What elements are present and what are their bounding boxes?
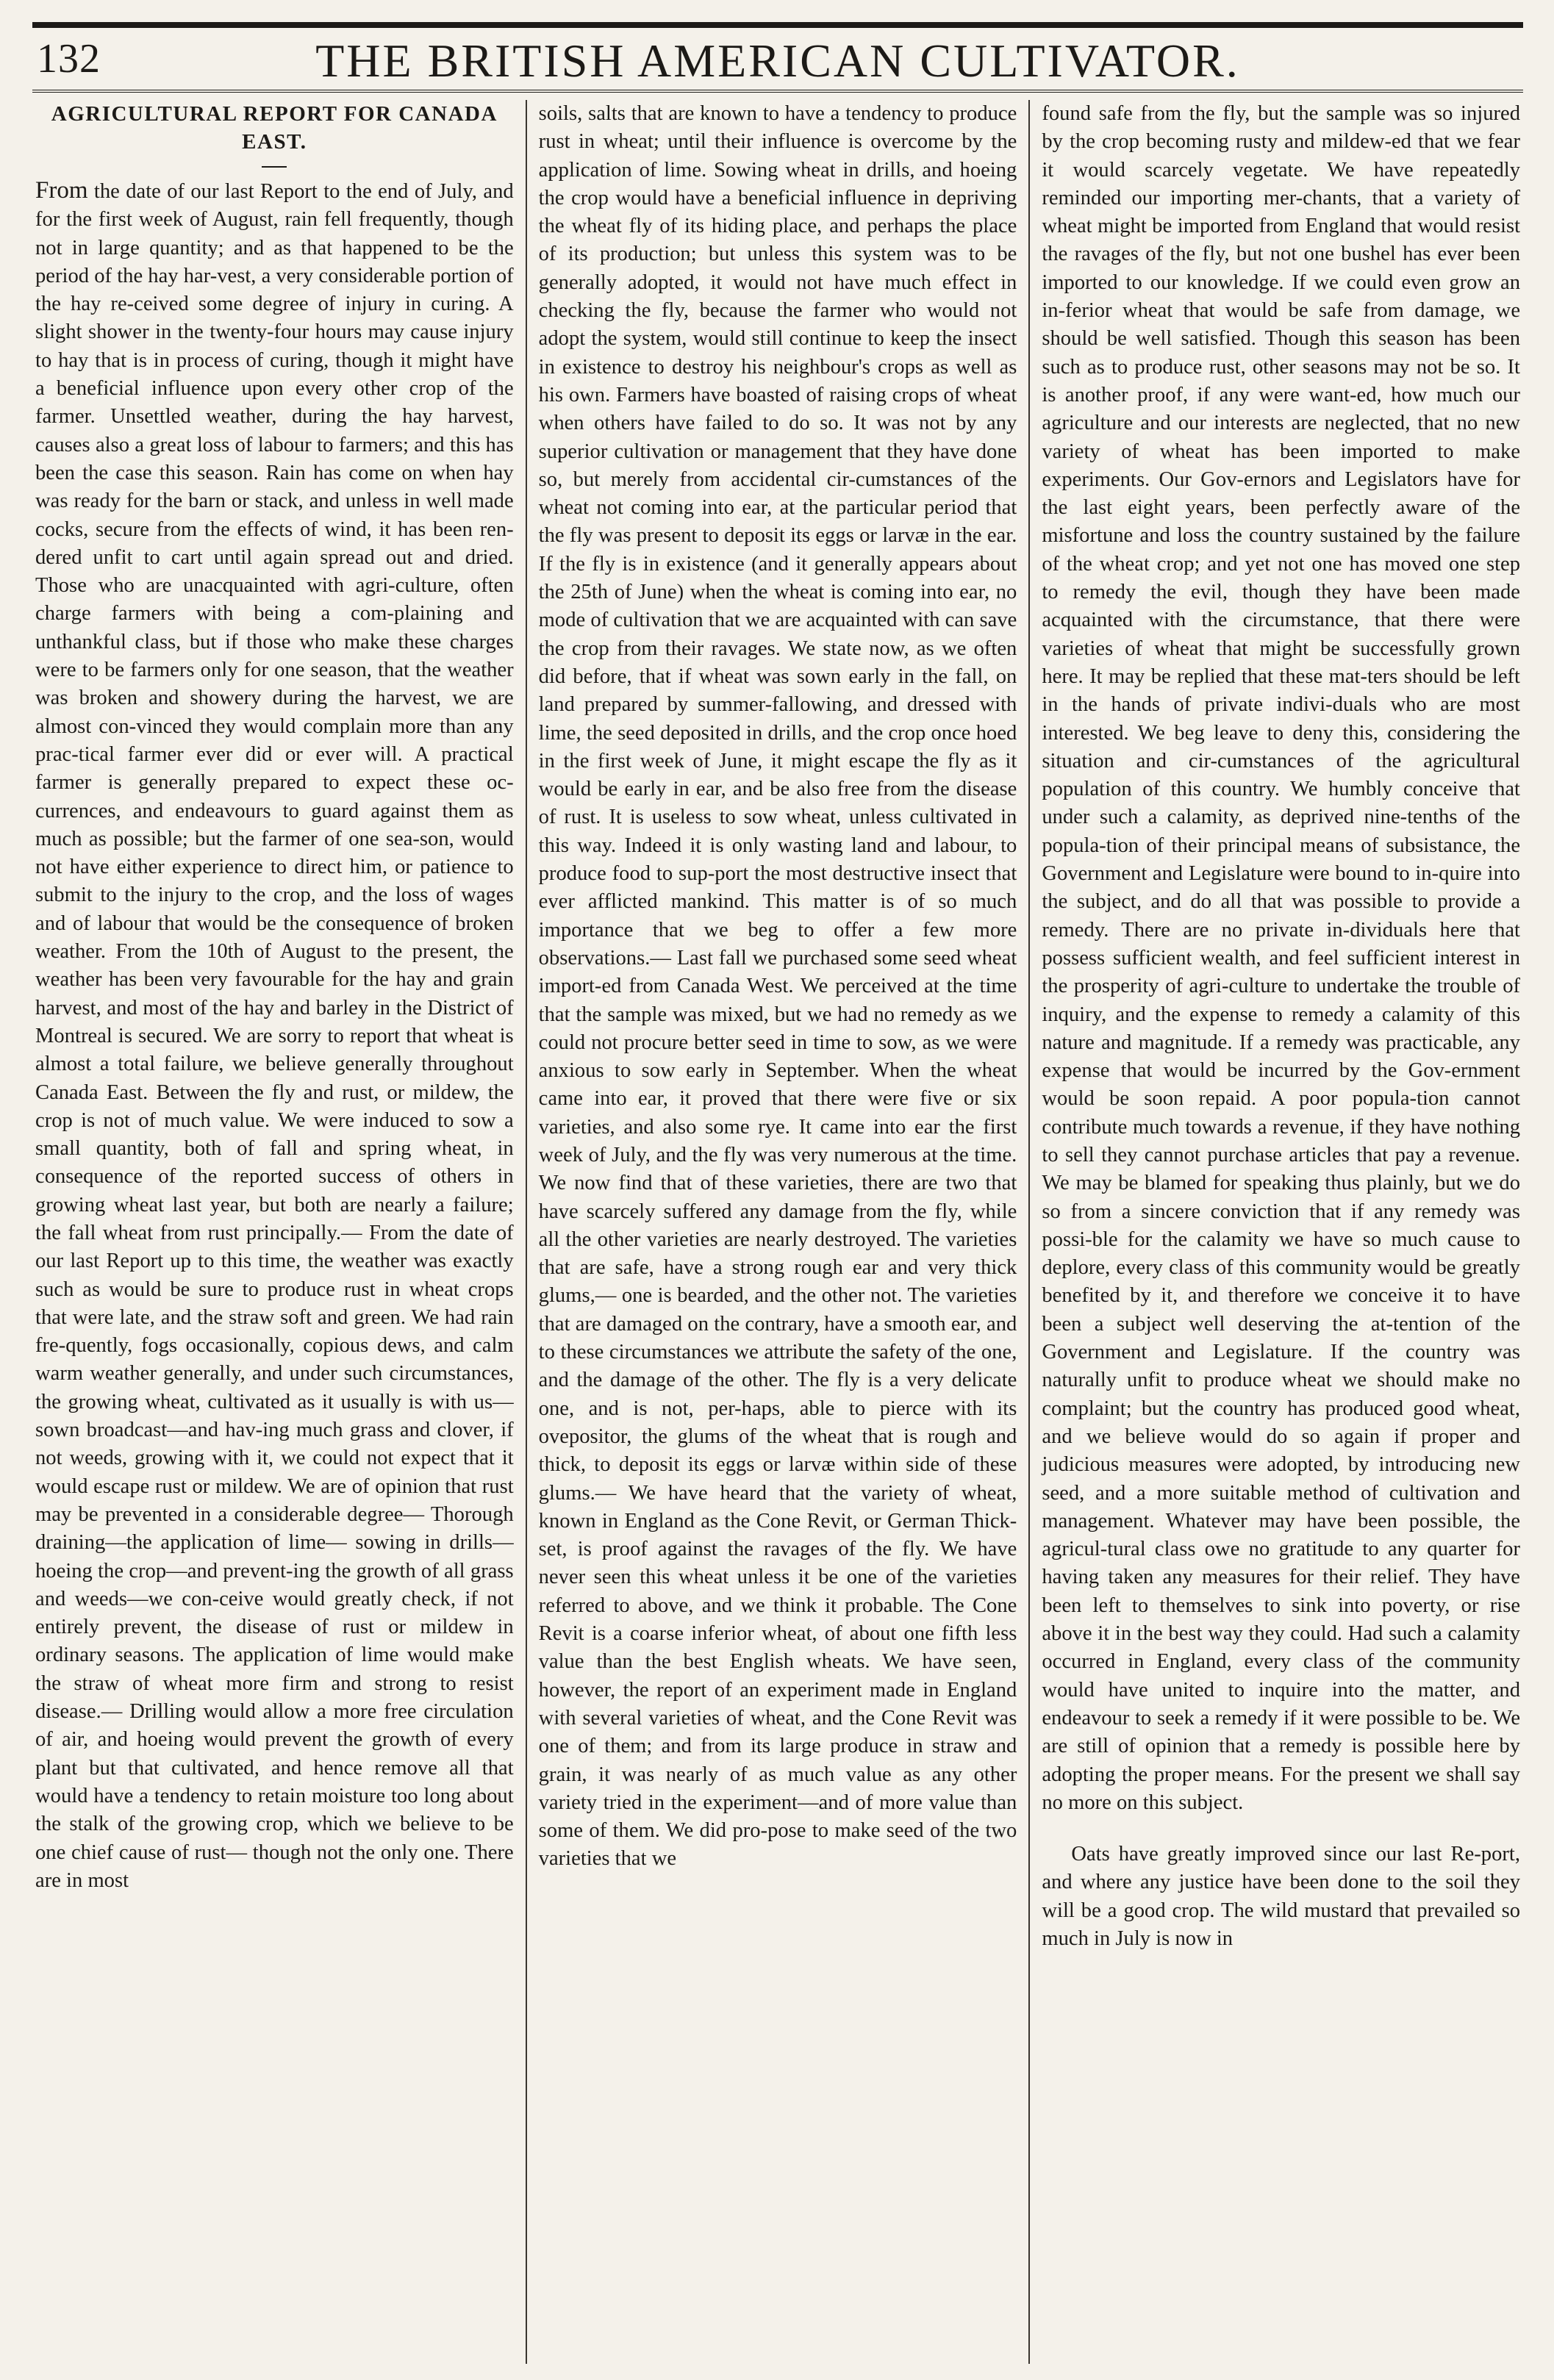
column-1-text: the date of our last Report to the end of July, and for the first week of August, rain fell frequently, though not in large quantity; and as that happened to be the period of the hay har-vest, a very considerable portion of the hay re-ceived some degree of injury in curing. A slight shower in the twenty-four hours may cause injury to hay that is in process of curing, though it might have a beneficial influence upon every other crop of the farmer. Unsettled weather, during the hay harvest, causes also a great loss of labour to farmers; and this has been the case this season. Rain has come on when hay was ready for the barn or stack, and unless in well made cocks, secure from the effects of wind, it has been ren-dered unfit to cart until again spread out and dried. Those who are unacquainted with agri-culture, often charge farmers with being a com-plaining and unthankful class, but if those who make these charges were to be farmers only for one season, that the weather was broken and showery during the harvest, we are almost con-vinced they would complain more than any prac-tical farmer ever did or ever will. A practical farmer is generally prepared to expect these oc-currences, and endeavours to guard against them as much as possible; but the farmer of one sea-son, would not have either experience to direct him, or patience to submit to the injury to the crop, and the loss of wages and of labour that would be the consequence of broken weather. From the 10th of August to the present, the weather has been very favourable for the hay and grain harvest, and most of the hay and barley in the District of Montreal is secured. We are sorry to report that wheat is almost a total failure, we believe generally throughout Canada East. Between the fly and rust, or mildew, the crop is not of much value. We were induced to sow a small quantity, both of fall and spring wheat, in consequence of the reported success of others in growing wheat last year, but both are nearly a failure; the fall wheat from rust principally.— From the date of our last Report up to this time, the weather was exactly such as would be sure to produce rust in wheat crops that were late, and the straw soft and green. We had rain fre-quently, fogs occasionally, copious dews, and calm warm weather generally, and under such circumstances, the growing wheat, cultivated as it usually is with us—sown broadcast—and hav-ing much grass and clover, if not weeds, growing with it, we could not expect that it would escape rust or mildew. We are of opinion that rust may be prevented in a considerable degree— Thorough draining—the application of lime— sowing in drills—hoeing the crop—and prevent-ing the growth of all grass and weeds—we con-ceive would greatly check, if not entirely prevent, the disease of rust or mildew in ordinary seasons. The application of lime would make the straw of wheat more firm and strong to resist disease.— Drilling would allow a more free circulation of air, and hoeing would prevent the growth of every plant but that cultivated, and hence remove all that would have a tendency to retain moisture too long about the stalk of the growing crop, which we believe to be one chief cause of rust— though not the only one. There are in most (35, 180, 514, 1892)
page-number: 132 (37, 36, 101, 82)
column-3 (1028, 100, 1523, 2364)
headline-divider (262, 166, 287, 168)
column-2 (526, 100, 1029, 2364)
top-rule (32, 22, 1523, 28)
article-paragraph-oats: Oats have greatly improved since our last Re-port, and where any justice have been done to the soil they will be a good crop. The wild mustard that prevailed so much in July is now in (1042, 1843, 1521, 1950)
article-headline: AGRICULTURAL REPORT FOR CANADA EAST. (51, 102, 498, 154)
column-1 (32, 100, 526, 2364)
column-2-text: soils, salts that are known to have a tendency to produce rust in wheat; until their influence is overcome by the application of lime. Sowing wheat in drills, and hoeing the crop would have a beneficial influence in depriving the wheat fly of its hiding place, and perhaps the place of its production; but unless this system was to be generally adopted, it would not have much effect in checking the fly, because the farmer who would not adopt the system, would still continue to keep the insect in existence to destroy his neighbour's crops as well as his own. Farmers have boasted of raising crops of wheat when others have failed to do so. It was not by any superior cultivation or management that they have done so, but merely from accidental cir-cumstances of the wheat not coming into ear, at the particular period that the fly was present to deposit its eggs or larvæ in the ear. If the fly is in existence (and it generally appears about the 25th of June) when the wheat is coming into ear, no mode of cultivation that we are acquainted with can save the crop from their ravages. We state now, as we often did before, that if wheat was sown early in the fall, on land prepared by summer-fallowing, and dressed with lime, the seed deposited in drills, and the crop once hoed in the first week of June, it might escape the fly as it would be early in ear, and be also free from the disease of rust. It is useless to sow wheat, unless cultivated in this way. Indeed it is only wasting land and labour, to produce food to sup-port the most destructive insect that ever afflicted mankind. This matter is of so much importance that we beg to offer a few more observations.— Last fall we purchased some seed wheat import-ed from Canada West. We perceived at the time that the sample was mixed, but we had no remedy as we could not procure better seed in time to sow, as we were anxious to sow early in September. When the wheat came into ear, it proved that there were five or six varieties, and also some rye. It came into ear the first week of July, and the fly was very numerous at the time. We now find that of these varieties, there are two that have scarcely suffered any damage from the fly, while all the other varieties are nearly destroyed. The varieties that are safe, have a strong rough ear and very thick glums,— one is bearded, and the other not. The varieties that are damaged on the contrary, have a smooth ear, and to these circumstances we attribute the safety of the one, and the damage of the other. The fly is a very delicate one, and is not, per-haps, able to pierce with its ovepositor, the glums of the wheat that is rough and thick, to deposit its eggs or larvæ within side of these glums.— We have heard that the variety of wheat, known in England as the Cone Revit, or German Thick-set, is proof against the ravages of the fly. We have never seen this wheat unless it be one of the varieties referred to above, and we think it probable. The Cone Revit is a coarse inferior wheat, of about one fifth less value than the best English wheats. We have seen, however, the report of an experiment made in England with several varieties of wheat, and the Cone Revit was one of them; and from its large produce in straw and grain, it was nearly of as much value as any other variety tried in the experiment—and of more value than some of them. We did pro-pose to make seed of the two varieties that we (538, 102, 1017, 1871)
masthead (32, 34, 1523, 93)
journal-title: THE BRITISH AMERICAN CULTIVATOR. (315, 35, 1240, 87)
column-3-text: found safe from the fly, but the sample was so injured by the crop becoming rusty and mildew-ed that we fear it would scarcely vegetate. We have repeatedly reminded our importing mer-chants, that a variety of wheat might be imported from England that would resist the ravages of the fly, but not one bushel has ever been imported to our knowledge. If we could even grow an in-ferior wheat that would be safe from damage, we should be well satisfied. Though this season has been such as to produce rust, other seasons may not be so. It is another proof, if any were want-ed, how much our agriculture and our interests are neglected, that no new variety of wheat has been imported to make experiments. Our Gov-ernors and Legislators have for the last eight years, been perfectly aware of the misfortune and loss the country sustained by the failure of the wheat crop; and yet not one has moved one step to remedy the evil, though they have been made acquainted with the circumstance, that there were varieties of wheat that might be successfully grown here. It may be replied that these mat-ters should be left in the hands of private indivi-duals who are most interested. We beg leave to deny this, considering the situation and cir-cumstances of the agricultural population of this country. We humbly conceive that under such a calamity, as deprived nine-tenths of the popula-tion of their principal means of subsistance, the Government and Legislature were bound to in-quire into the subject, and do all that was possible to provide a remedy. There are no private in-dividuals here that possess sufficient wealth, and feel sufficient interest in the prosperity of agri-culture to undertake the trouble of inquiry, and the expense to remedy a calamity of this nature and magnitude. If a remedy was practicable, any expense that would be incurred by the Gov-ernment would be soon repaid. A poor popula-tion cannot contribute much towards a revenue, if they have nothing to sell they cannot purchase articles that pay a revenue. We may be blamed for speaking thus plainly, but we do so from a sincere conviction that if any remedy was possi-ble for the calamity we have so much cause to deplore, every class of this community would be greatly benefited by it, and therefore we conceive it to have been a subject well deserving the at-tention of the Government and Legislature. If the country was naturally unfit to produce wheat we should make no complaint; but the country has produced good wheat, and we believe would do so again if proper and judicious measures were adopted, by introducing new seed, and a more suitable method of cultivation and management. Whatever may have been possible, the agricul-tural class owe no gratitude to any quarter for having taken any measures for their relief. They have been left to themselves to sink into poverty, or rise above it in the best way they could. Had such a calamity occurred in England, every class of the community would have united to inquire into the matter, and endeavour to seek a remedy if it were possible to be. We are still of opinion that a remedy is possible here by adopting the proper means. For the present we shall say no more on this subject. (1042, 102, 1521, 1814)
lead-word: From (35, 177, 88, 204)
article-paragraph-1 (35, 176, 514, 1895)
article-columns (32, 100, 1523, 2364)
